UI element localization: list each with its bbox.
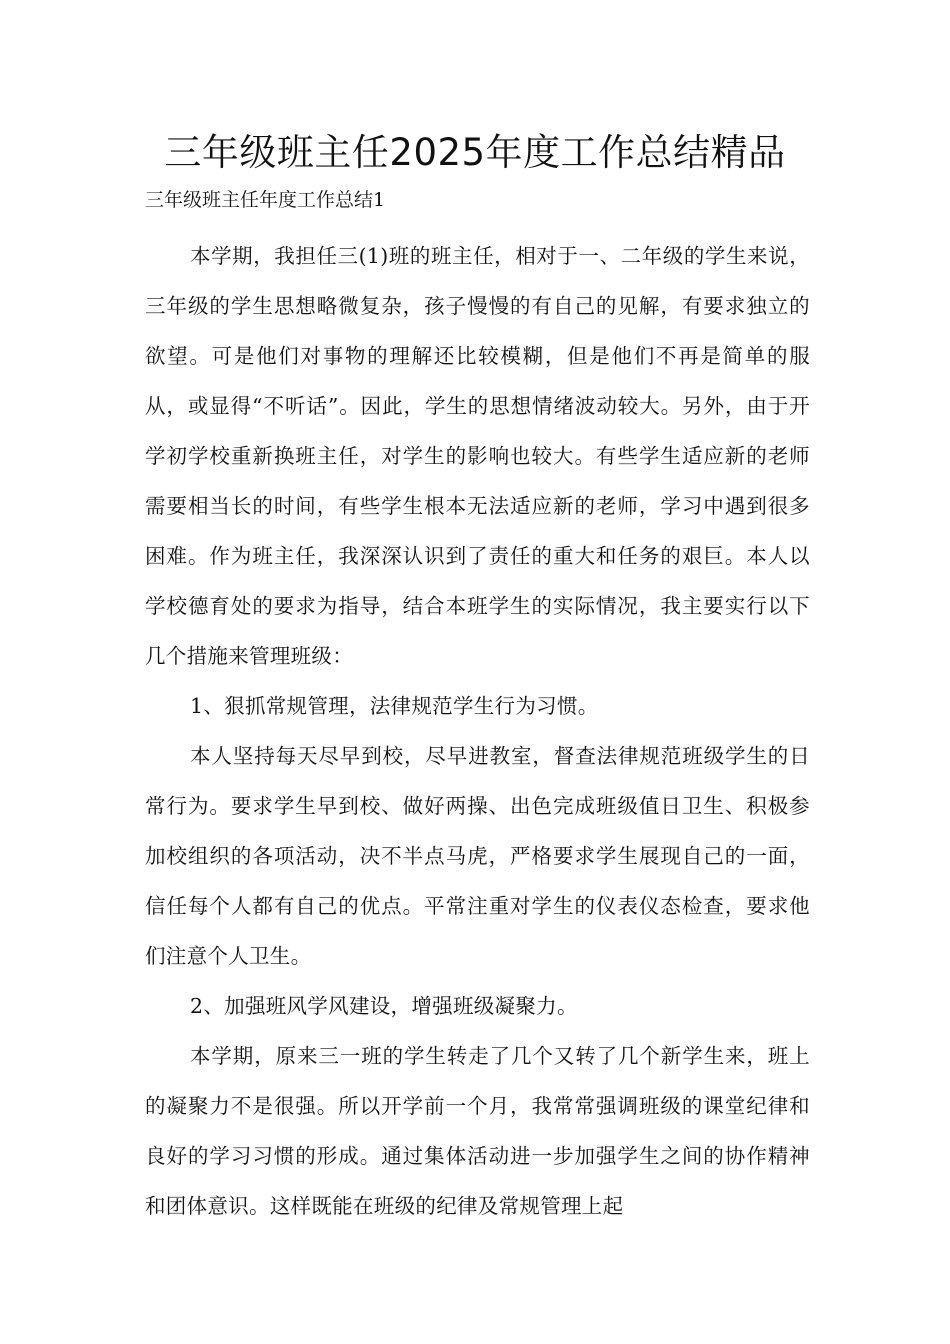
paragraph-heading-2: 2、加强班风学风建设，增强班级凝聚力。 — [190, 994, 578, 1018]
document-title: 三年级班主任2025年度工作总结精品 — [164, 131, 786, 174]
paragraph-intro: 本学期，我担任三(1)班的班主任，相对于一、二年级的学生来说，三年级的学生思想略微复杂，孩子慢慢的有自己的见解，有要求独立的欲望。可是他们对事物的理解还比较模糊，但是他们不再是简单的服从，或显得“不听话”。因此，学生的思想情绪波动较大。另外，由于开学初学校重新换班主任，对学生的影响也较大。有些学生适应新的老师需要相当长的时间，有些学生根本无法适应新的老师，学习中遇到很多困难。作为班主任，我深深认识到了责任的重大和任务的艰巨。本人以学校德育处的要求为指导，结合本班学生的实际情况，我主要实行以下几个措施来管理班级： — [145, 244, 810, 668]
paragraph-heading-1: 1、狠抓常规管理，法律规范学生行为习惯。 — [190, 694, 599, 718]
paragraph-routine-management: 本人坚持每天尽早到校，尽早进教室，督查法律规范班级学生的日常行为。要求学生早到校、做好两操、出色完成班级值日卫生、积极参加校组织的各项活动，决不半点马虎，严格要求学生展现自己的一面，信任每个人都有自己的优点。平常注重对学生的仪表仪态检查，要求他们注意个人卫生。 — [145, 744, 810, 968]
paragraph-class-cohesion: 本学期，原来三一班的学生转走了几个又转了几个新学生来，班上的凝聚力不是很强。所以开学前一个月，我常常强调班级的课堂纪律和良好的学习习惯的形成。通过集体活动进一步加强学生之间的协作精神和团体意识。这样既能在班级的纪律及常规管理上起 — [145, 1044, 810, 1218]
document-body — [145, 231, 810, 1231]
document-subtitle: 三年级班主任年度工作总结1 — [145, 189, 386, 211]
